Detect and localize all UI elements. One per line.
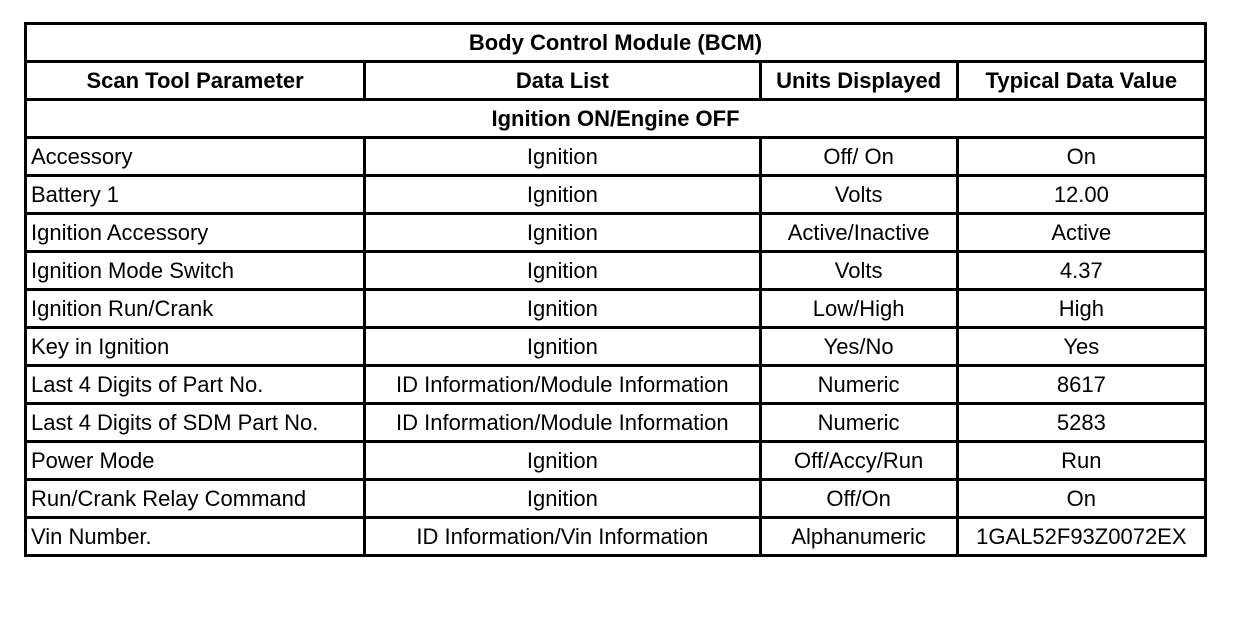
cell-units-displayed: Off/On (760, 480, 957, 518)
table-body (26, 138, 1206, 556)
cell-units-displayed: Off/ On (760, 138, 957, 176)
cell-units-displayed: Alphanumeric (760, 518, 957, 556)
cell-data-list: Ignition (365, 442, 760, 480)
cell-typical-data-value: Active (957, 214, 1205, 252)
cell-units-displayed: Numeric (760, 366, 957, 404)
table-row (26, 404, 1206, 442)
cell-typical-data-value: 1GAL52F93Z0072EX (957, 518, 1205, 556)
cell-scan-tool-parameter: Vin Number. (26, 518, 365, 556)
section-row (26, 100, 1206, 138)
table-row (26, 290, 1206, 328)
cell-scan-tool-parameter: Ignition Mode Switch (26, 252, 365, 290)
table-title-row (26, 24, 1206, 62)
cell-scan-tool-parameter: Power Mode (26, 442, 365, 480)
table-row (26, 252, 1206, 290)
table-row (26, 138, 1206, 176)
bcm-data-table-container (24, 22, 1207, 557)
cell-typical-data-value: 5283 (957, 404, 1205, 442)
cell-data-list: ID Information/Module Information (365, 404, 760, 442)
cell-scan-tool-parameter: Ignition Run/Crank (26, 290, 365, 328)
cell-typical-data-value: On (957, 138, 1205, 176)
cell-data-list: Ignition (365, 328, 760, 366)
cell-data-list: Ignition (365, 252, 760, 290)
cell-scan-tool-parameter: Run/Crank Relay Command (26, 480, 365, 518)
cell-scan-tool-parameter: Accessory (26, 138, 365, 176)
cell-scan-tool-parameter: Key in Ignition (26, 328, 365, 366)
cell-units-displayed: Active/Inactive (760, 214, 957, 252)
table-row (26, 214, 1206, 252)
section-heading: Ignition ON/Engine OFF (26, 100, 1206, 138)
cell-data-list: Ignition (365, 176, 760, 214)
cell-scan-tool-parameter: Last 4 Digits of SDM Part No. (26, 404, 365, 442)
cell-scan-tool-parameter: Ignition Accessory (26, 214, 365, 252)
cell-units-displayed: Yes/No (760, 328, 957, 366)
cell-typical-data-value: 4.37 (957, 252, 1205, 290)
cell-units-displayed: Numeric (760, 404, 957, 442)
cell-units-displayed: Volts (760, 252, 957, 290)
cell-scan-tool-parameter: Last 4 Digits of Part No. (26, 366, 365, 404)
cell-typical-data-value: Yes (957, 328, 1205, 366)
header-units-displayed: Units Displayed (760, 62, 957, 100)
table-row (26, 328, 1206, 366)
cell-typical-data-value: On (957, 480, 1205, 518)
table-row (26, 518, 1206, 556)
table-header-row (26, 62, 1206, 100)
table-row (26, 366, 1206, 404)
cell-data-list: ID Information/Module Information (365, 366, 760, 404)
cell-data-list: Ignition (365, 138, 760, 176)
cell-data-list: Ignition (365, 214, 760, 252)
cell-units-displayed: Low/High (760, 290, 957, 328)
cell-typical-data-value: Run (957, 442, 1205, 480)
cell-data-list: ID Information/Vin Information (365, 518, 760, 556)
header-typical-data-value: Typical Data Value (957, 62, 1205, 100)
cell-data-list: Ignition (365, 480, 760, 518)
cell-units-displayed: Off/Accy/Run (760, 442, 957, 480)
cell-typical-data-value: 8617 (957, 366, 1205, 404)
cell-typical-data-value: 12.00 (957, 176, 1205, 214)
header-data-list: Data List (365, 62, 760, 100)
table-title: Body Control Module (BCM) (26, 24, 1206, 62)
cell-scan-tool-parameter: Battery 1 (26, 176, 365, 214)
cell-units-displayed: Volts (760, 176, 957, 214)
table-row (26, 442, 1206, 480)
bcm-data-table (24, 22, 1207, 557)
cell-typical-data-value: High (957, 290, 1205, 328)
header-scan-tool-parameter: Scan Tool Parameter (26, 62, 365, 100)
cell-data-list: Ignition (365, 290, 760, 328)
table-row (26, 176, 1206, 214)
table-row (26, 480, 1206, 518)
